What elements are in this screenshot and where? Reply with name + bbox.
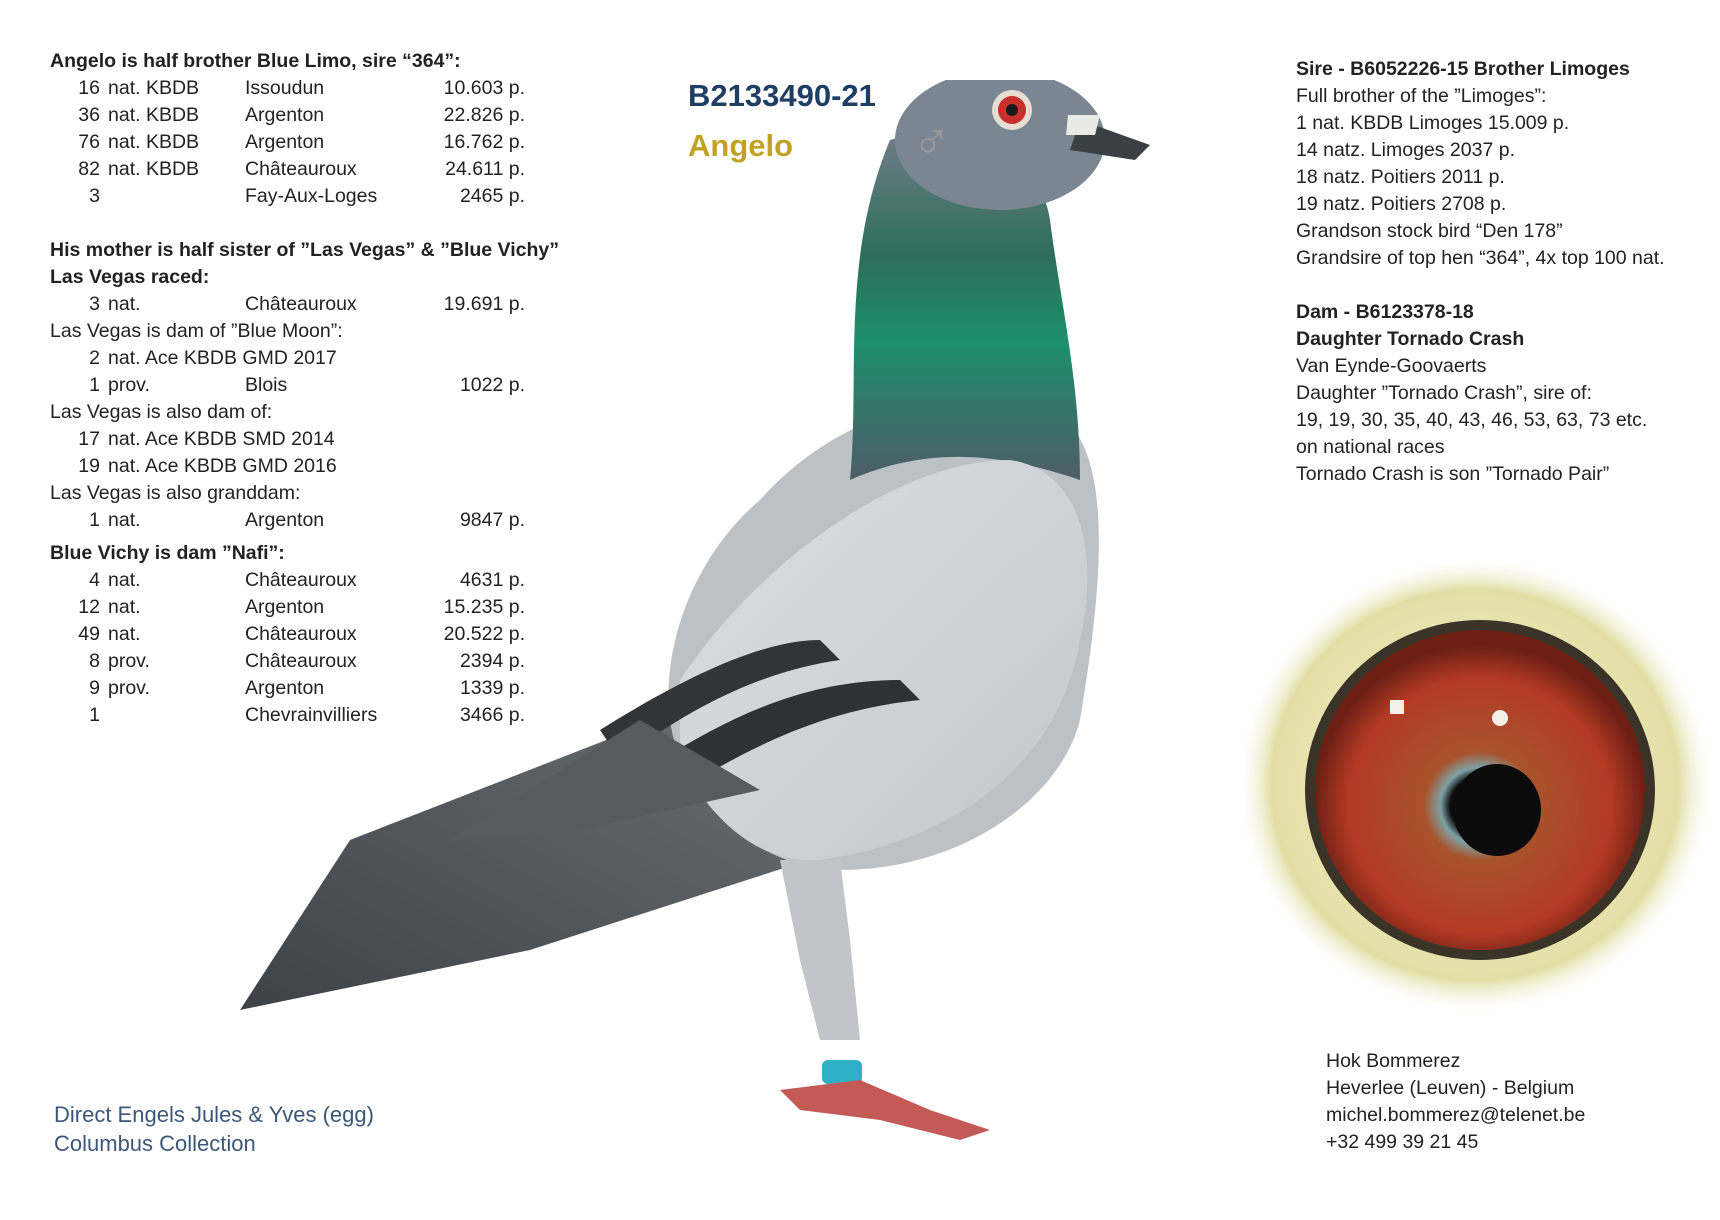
result-rank: 1: [89, 509, 100, 531]
pigeon-name: Angelo: [688, 128, 794, 163]
result-place: Blois: [245, 374, 288, 396]
result-rank: 12: [78, 596, 100, 618]
result-row: [50, 183, 610, 210]
parents-info: [1296, 56, 1706, 488]
result-row: [50, 372, 610, 399]
result-level: nat.: [108, 596, 141, 618]
result-level: nat. Ace KBDB GMD 2016: [108, 455, 337, 477]
result-points: 9847 p.: [459, 509, 525, 531]
sire-header: Sire - B6052226-15 Brother Limoges: [1296, 58, 1630, 80]
result-rank: 1: [89, 704, 100, 726]
result-row: [50, 648, 610, 675]
result-row: [50, 507, 610, 534]
result-points: 2465 p.: [459, 185, 525, 207]
result-place: Fay-Aux-Loges: [245, 185, 378, 207]
result-level: prov.: [108, 374, 150, 396]
result-place: Issoudun: [245, 77, 325, 99]
ring-number: B2133490-21: [688, 78, 876, 113]
result-level: prov.: [108, 677, 150, 699]
result-level: [100, 702, 245, 729]
result-row: [50, 291, 610, 318]
result-row: [50, 567, 610, 594]
male-symbol-icon: ♂: [912, 113, 951, 171]
origin-info: [54, 1100, 374, 1158]
result-level: nat. KBDB: [108, 104, 200, 126]
email: michel.bommerez@telenet.be: [1326, 1104, 1586, 1126]
result-row: [50, 129, 610, 156]
result-row: [50, 345, 610, 372]
result-points: 15.235 p.: [443, 596, 525, 618]
sire-line: 1 nat. KBDB Limoges 15.009 p.: [1296, 112, 1570, 134]
blue-vichy-header: Blue Vichy is dam ”Nafi”:: [50, 542, 285, 564]
result-place: Châteauroux: [245, 158, 357, 180]
result-row: [50, 675, 610, 702]
result-place: Châteauroux: [245, 293, 357, 315]
result-row: [50, 594, 610, 621]
result-rank: 76: [78, 131, 100, 153]
las-vegas-raced-header: Las Vegas raced:: [50, 266, 210, 288]
result-place: Argenton: [245, 131, 325, 153]
result-points: 20.522 p.: [443, 623, 525, 645]
dam-line: Tornado Crash is son ”Tornado Pair”: [1296, 463, 1610, 485]
result-row: [50, 702, 610, 729]
result-rank: 8: [89, 650, 100, 672]
result-row: [50, 621, 610, 648]
result-place: Châteauroux: [245, 623, 357, 645]
result-rank: 17: [78, 428, 100, 450]
result-points: 22.826 p.: [443, 104, 525, 126]
result-level: nat. Ace KBDB SMD 2014: [108, 428, 335, 450]
result-row: [50, 156, 610, 183]
phone: +32 499 39 21 45: [1326, 1131, 1479, 1153]
dam-line: on national races: [1296, 436, 1445, 458]
result-rank: 4: [89, 569, 100, 591]
result-rank: 16: [78, 77, 100, 99]
eye-photo: [1225, 540, 1715, 1020]
sire-line: 14 natz. Limoges 2037 p.: [1296, 139, 1515, 161]
las-vegas-dam-label: Las Vegas is dam of ”Blue Moon”:: [50, 320, 343, 342]
result-rank: 3: [89, 185, 100, 207]
result-points: 2394 p.: [459, 650, 525, 672]
dam-line: Daughter ”Tornado Crash”, sire of:: [1296, 382, 1592, 404]
result-place: Argenton: [245, 677, 325, 699]
loft-name: Hok Bommerez: [1326, 1050, 1461, 1072]
result-place: Argenton: [245, 509, 325, 531]
result-level: prov.: [108, 650, 150, 672]
sire-line: 18 natz. Poitiers 2011 p.: [1296, 166, 1505, 188]
result-row: [50, 426, 610, 453]
origin-line: Direct Engels Jules & Yves (egg): [54, 1102, 374, 1127]
result-rank: 9: [89, 677, 100, 699]
result-level: [100, 183, 245, 210]
location: Heverlee (Leuven) - Belgium: [1326, 1077, 1575, 1099]
dam-header: Dam - B6123378-18: [1296, 301, 1474, 323]
result-rank: 36: [78, 104, 100, 126]
result-points: 24.611 p.: [445, 158, 525, 180]
intro-header: Angelo is half brother Blue Limo, sire “364”:: [50, 50, 461, 72]
result-points: 1339 p.: [459, 677, 525, 699]
mother-header: His mother is half sister of ”Las Vegas” & ”Blue Vichy”: [50, 239, 559, 261]
sire-line: Grandsire of top hen “364”, 4x top 100 nat.: [1296, 247, 1665, 269]
result-level: nat.: [108, 569, 141, 591]
result-level: nat.: [108, 623, 141, 645]
result-place: Argenton: [245, 104, 325, 126]
result-level: nat. KBDB: [108, 131, 200, 153]
result-rank: 1: [89, 374, 100, 396]
intro-results: [50, 75, 610, 210]
result-place: Châteauroux: [245, 650, 357, 672]
result-rank: 49: [78, 623, 100, 645]
result-rank: 19: [78, 455, 100, 477]
result-points: 16.762 p.: [443, 131, 525, 153]
result-place: Chevrainvilliers: [245, 704, 378, 726]
result-place: Châteauroux: [245, 569, 357, 591]
result-points: 10.603 p.: [443, 77, 525, 99]
result-points: 4631 p.: [459, 569, 525, 591]
dam-line: Van Eynde-Goovaerts: [1296, 355, 1487, 377]
contact-info: [1326, 1048, 1585, 1156]
las-vegas-granddam-label: Las Vegas is also granddam:: [50, 482, 301, 504]
result-row: [50, 75, 610, 102]
las-vegas-also-dam-label: Las Vegas is also dam of:: [50, 401, 273, 423]
result-place: Argenton: [245, 596, 325, 618]
result-level: nat.: [108, 293, 141, 315]
result-points: 3466 p.: [459, 704, 525, 726]
sire-line: 19 natz. Poitiers 2708 p.: [1296, 193, 1507, 215]
result-points: 1022 p.: [459, 374, 525, 396]
result-rank: 82: [78, 158, 100, 180]
result-rank: 2: [89, 347, 100, 369]
result-level: nat. KBDB: [108, 158, 200, 180]
result-level: nat.: [108, 509, 141, 531]
result-level: nat. Ace KBDB GMD 2017: [108, 347, 337, 369]
sire-line: Grandson stock bird “Den 178”: [1296, 220, 1563, 242]
performance-list: [50, 48, 610, 729]
result-level: nat. KBDB: [108, 77, 200, 99]
sire-line: Full brother of the ”Limoges”:: [1296, 85, 1547, 107]
dam-subheader: Daughter Tornado Crash: [1296, 328, 1525, 350]
result-points: 19.691 p.: [443, 293, 525, 315]
result-rank: 3: [89, 293, 100, 315]
result-row: [50, 453, 610, 480]
dam-line: 19, 19, 30, 35, 40, 43, 46, 53, 63, 73 etc.: [1296, 409, 1648, 431]
origin-line: Columbus Collection: [54, 1131, 256, 1156]
result-row: [50, 102, 610, 129]
